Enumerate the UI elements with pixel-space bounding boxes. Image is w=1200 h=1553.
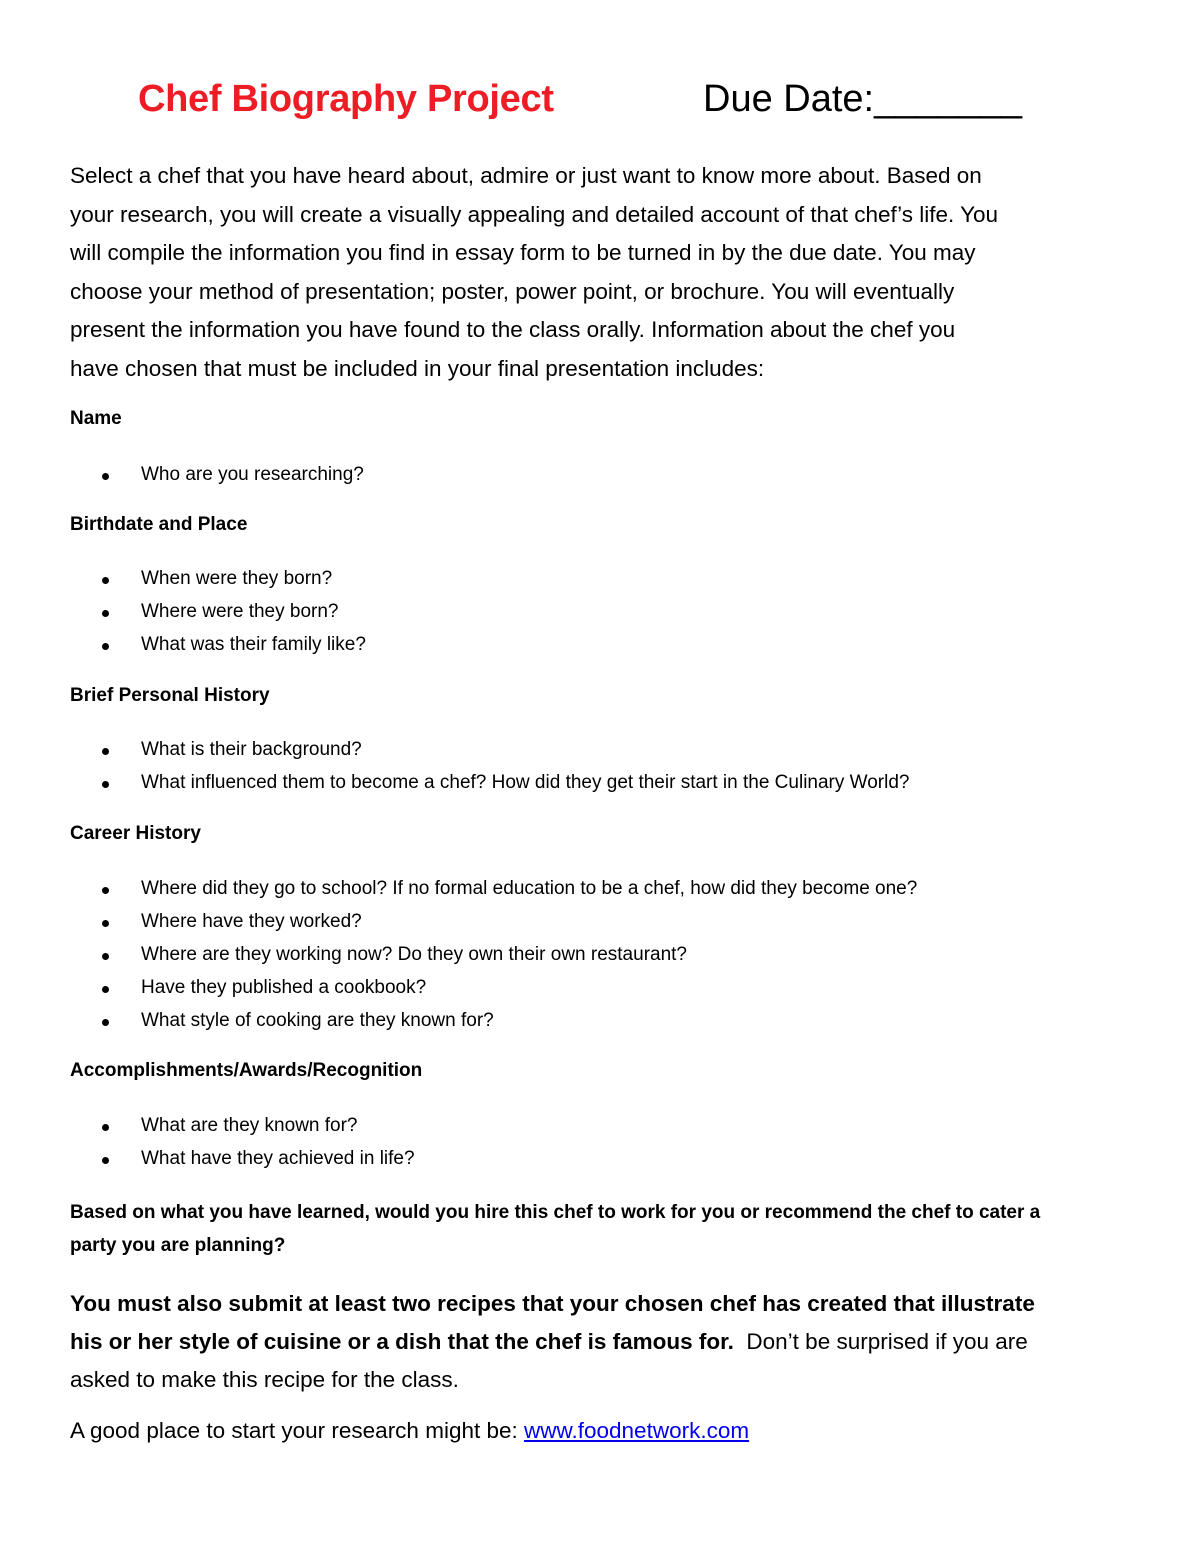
due-date: Due Date:_______ bbox=[703, 78, 1023, 120]
section-heading-accomplishments: Accomplishments/Awards/Recognition bbox=[70, 1060, 423, 1081]
bullet-icon bbox=[102, 643, 109, 650]
bullet-icon bbox=[102, 1157, 109, 1164]
bullet-icon bbox=[102, 920, 109, 927]
intro-paragraph bbox=[70, 157, 1135, 389]
intro-line: have chosen that must be included in your final presentation includes: bbox=[70, 355, 765, 381]
section-heading-career-history: Career History bbox=[70, 823, 201, 844]
intro-line: choose your method of presentation; poster, power point, or brochure. You will eventually bbox=[70, 278, 955, 304]
recipes-line bbox=[70, 1323, 1140, 1361]
intro-line: your research, you will create a visually appealing and detailed account of that chef’s life. You bbox=[70, 201, 999, 227]
bullet-icon bbox=[102, 577, 109, 584]
document-page: Chef Biography Project Due Date:_______ Select a chef that you have heard about, admire or just want to know more about. Based on your research, you will create a visually appealing and detailed account of that chef’s life. You will compile the information you find in essay form to be turned in by the due date. You may choose your method of presentation; poster, power point, or brochure. You will eventually present the information you have found to the class orally. Information about the chef you have chosen that must be included in your final presentation includes: Name Who are you researching? Birthdate and Place When were they born? Where were they born? What was their family like? Brief Personal History What is their background? What influenced them to become a chef? How did they get their start in the Culinary World? Career History Where did they go to school? If no formal education to be a chef, how did they become one? Where have they worked? Where are they working now? Do they own their own restaurant? Have they published a cookbook? What style of cooking are they known for? Accomplishments/Awards/Recognition What are they known for? What have they achieved in life? Based on what you have learned, would you hire this chef to work for you or recommend the chef to cater a party you are planning? You must also submit at least two recipes that your chosen chef has created that illustrate his or her style of cuisine or a dish that the chef is famous for. Don’t be surprised if you are asked to make this recipe for the class. A good place to start your research might be: www.foodnetwork.com bbox=[0, 0, 1200, 1553]
closing-question-line: party you are planning? bbox=[70, 1235, 286, 1256]
recipes-bold-text: his or her style of cuisine or a dish that the chef is famous for. bbox=[70, 1329, 734, 1354]
bullet-icon bbox=[102, 953, 109, 960]
bullet-icon bbox=[102, 781, 109, 788]
bullet-icon bbox=[102, 610, 109, 617]
foodnetwork-link[interactable]: www.foodnetwork.com bbox=[524, 1418, 750, 1443]
intro-line: present the information you have found to the class orally. Information about the chef you bbox=[70, 317, 956, 343]
section-heading-birthdate: Birthdate and Place bbox=[70, 514, 248, 535]
bullet-icon bbox=[102, 887, 109, 894]
recipes-text: Don’t be surprised if you are bbox=[733, 1329, 1028, 1354]
bullet-icon bbox=[102, 1124, 109, 1131]
bullet-icon bbox=[102, 986, 109, 993]
research-prefix: A good place to start your research might be: bbox=[70, 1418, 524, 1443]
bullet-icon bbox=[102, 1019, 109, 1026]
section-heading-name: Name bbox=[70, 408, 122, 429]
closing-question-line: Based on what you have learned, would you hire this chef to work for you or recommend the chef to cater a bbox=[70, 1202, 1041, 1223]
recipes-line bbox=[70, 1285, 1140, 1323]
recipes-paragraph bbox=[70, 1285, 1140, 1399]
intro-line: will compile the information you find in essay form to be turned in by the due date. You may bbox=[70, 240, 976, 266]
intro-line: Select a chef that you have heard about, admire or just want to know more about. Based on bbox=[70, 163, 982, 188]
recipes-bold-text: You must also submit at least two recipes that your chosen chef has created that illustrate bbox=[70, 1291, 1035, 1316]
closing-question bbox=[70, 1196, 1140, 1262]
section-heading-personal-history: Brief Personal History bbox=[70, 685, 270, 706]
page-title: Chef Biography Project bbox=[138, 78, 554, 120]
bullet-icon bbox=[102, 748, 109, 755]
bullet-icon bbox=[102, 473, 109, 480]
recipes-line: asked to make this recipe for the class. bbox=[70, 1367, 459, 1392]
research-line bbox=[70, 1418, 749, 1444]
